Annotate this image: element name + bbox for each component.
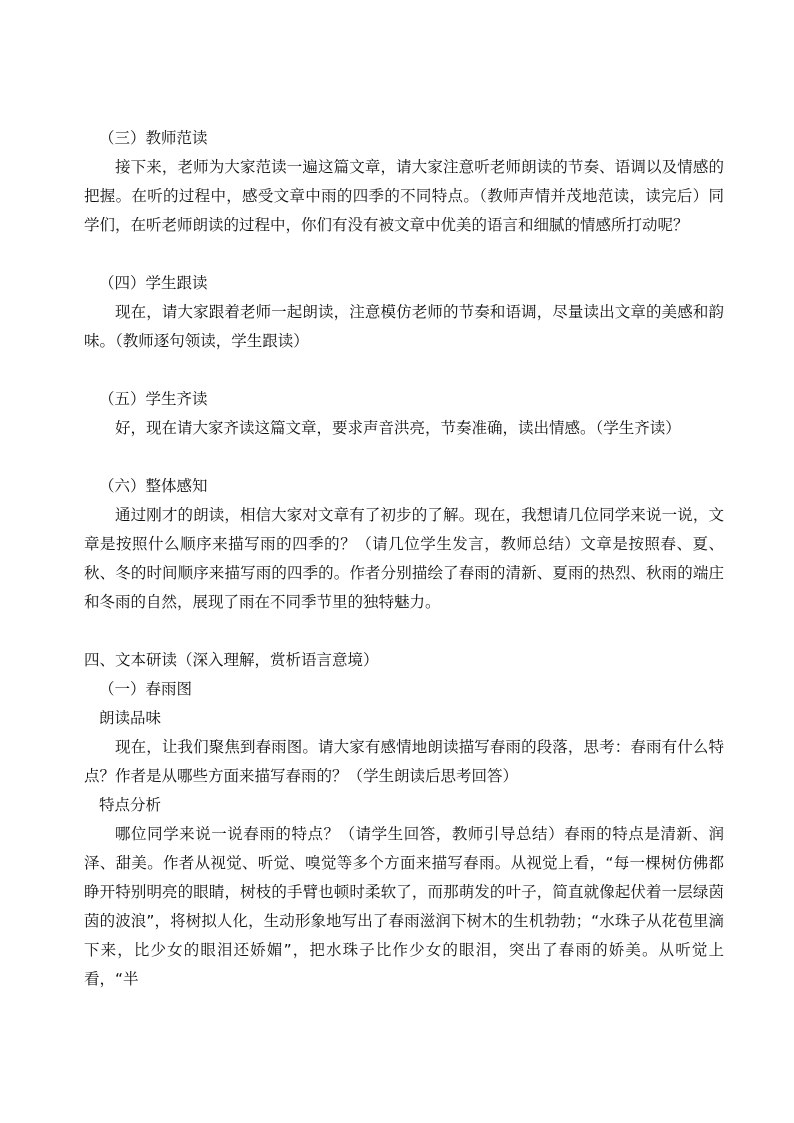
document-body bbox=[84, 124, 724, 994]
section-heading-teacher-reading: （三）教师范读 bbox=[99, 129, 208, 147]
section-heading-follow-reading: （四）学生跟读 bbox=[99, 274, 208, 292]
part-heading-text-study: 四、文本研读（深入理解，赏析语言意境） bbox=[84, 651, 379, 669]
section-heading-overall-perception: （六）整体感知 bbox=[99, 477, 208, 495]
blank-line bbox=[84, 240, 724, 269]
label-reading-appreciation: 朗读品味 bbox=[99, 709, 162, 727]
paragraph-spring-rain-analysis: 哪位同学来说一说春雨的特点？（请学生回答，教师引导总结）春雨的特点是清新、润泽、甜美。作者从视觉、听觉、嗅觉等多个方面来描写春雨。从视觉上看，“每一棵树仿佛都睁开特别明亮的眼睛，树枝的手臂也顿时柔软了，而那萌发的叶子，简直就像起伏着一层绿茵茵的波浪”，将树拟人化，生动形象地写出了春雨滋润下树木的生机勃勃；“水珠子从花苞里滴下来，比少女的眼泪还娇媚”，把水珠子比作少女的眼泪，突出了春雨的娇美。从听觉上看，“半 bbox=[84, 825, 724, 988]
section-heading-group-reading: （五）学生齐读 bbox=[99, 390, 208, 408]
paragraph-teacher-reading: 接下来，老师为大家范读一遍这篇文章，请大家注意听老师朗读的节奏、语调以及情感的把握。在听的过程中，感受文章中雨的四季的不同特点。（教师声情并茂地范读，读完后）同学们，在听老师朗读的过程中，你们有没有被文章中优美的语言和细腻的情感所打动呢？ bbox=[84, 158, 724, 234]
blank-line bbox=[84, 443, 724, 472]
sub-heading-spring-rain: （一）春雨图 bbox=[99, 680, 193, 698]
paragraph-follow-reading: 现在，请大家跟着老师一起朗读，注意模仿老师的节奏和语调，尽量读出文章的美感和韵味。（教师逐句领读，学生跟读） bbox=[84, 303, 724, 350]
blank-line bbox=[84, 617, 724, 646]
paragraph-group-reading: 好，现在请大家齐读这篇文章，要求声音洪亮，节奏准确，读出情感。（学生齐读） bbox=[115, 419, 681, 437]
label-feature-analysis: 特点分析 bbox=[99, 796, 162, 814]
paragraph-overall-perception: 通过刚才的朗读，相信大家对文章有了初步的了解。现在，我想请几位同学来说一说，文章是按照什么顺序来描写雨的四季的？（请几位学生发言，教师总结）文章是按照春、夏、秋、冬的时间顺序来描写雨的四季的。作者分别描绘了春雨的清新、夏雨的热烈、秋雨的端庄和冬雨的自然，展现了雨在不同季节里的独特魅力。 bbox=[84, 506, 724, 611]
blank-line bbox=[84, 356, 724, 385]
paragraph-spring-rain-reading: 现在，让我们聚焦到春雨图。请大家有感情地朗读描写春雨的段落，思考：春雨有什么特点？作者是从哪些方面来描写春雨的？（学生朗读后思考回答） bbox=[84, 738, 724, 785]
